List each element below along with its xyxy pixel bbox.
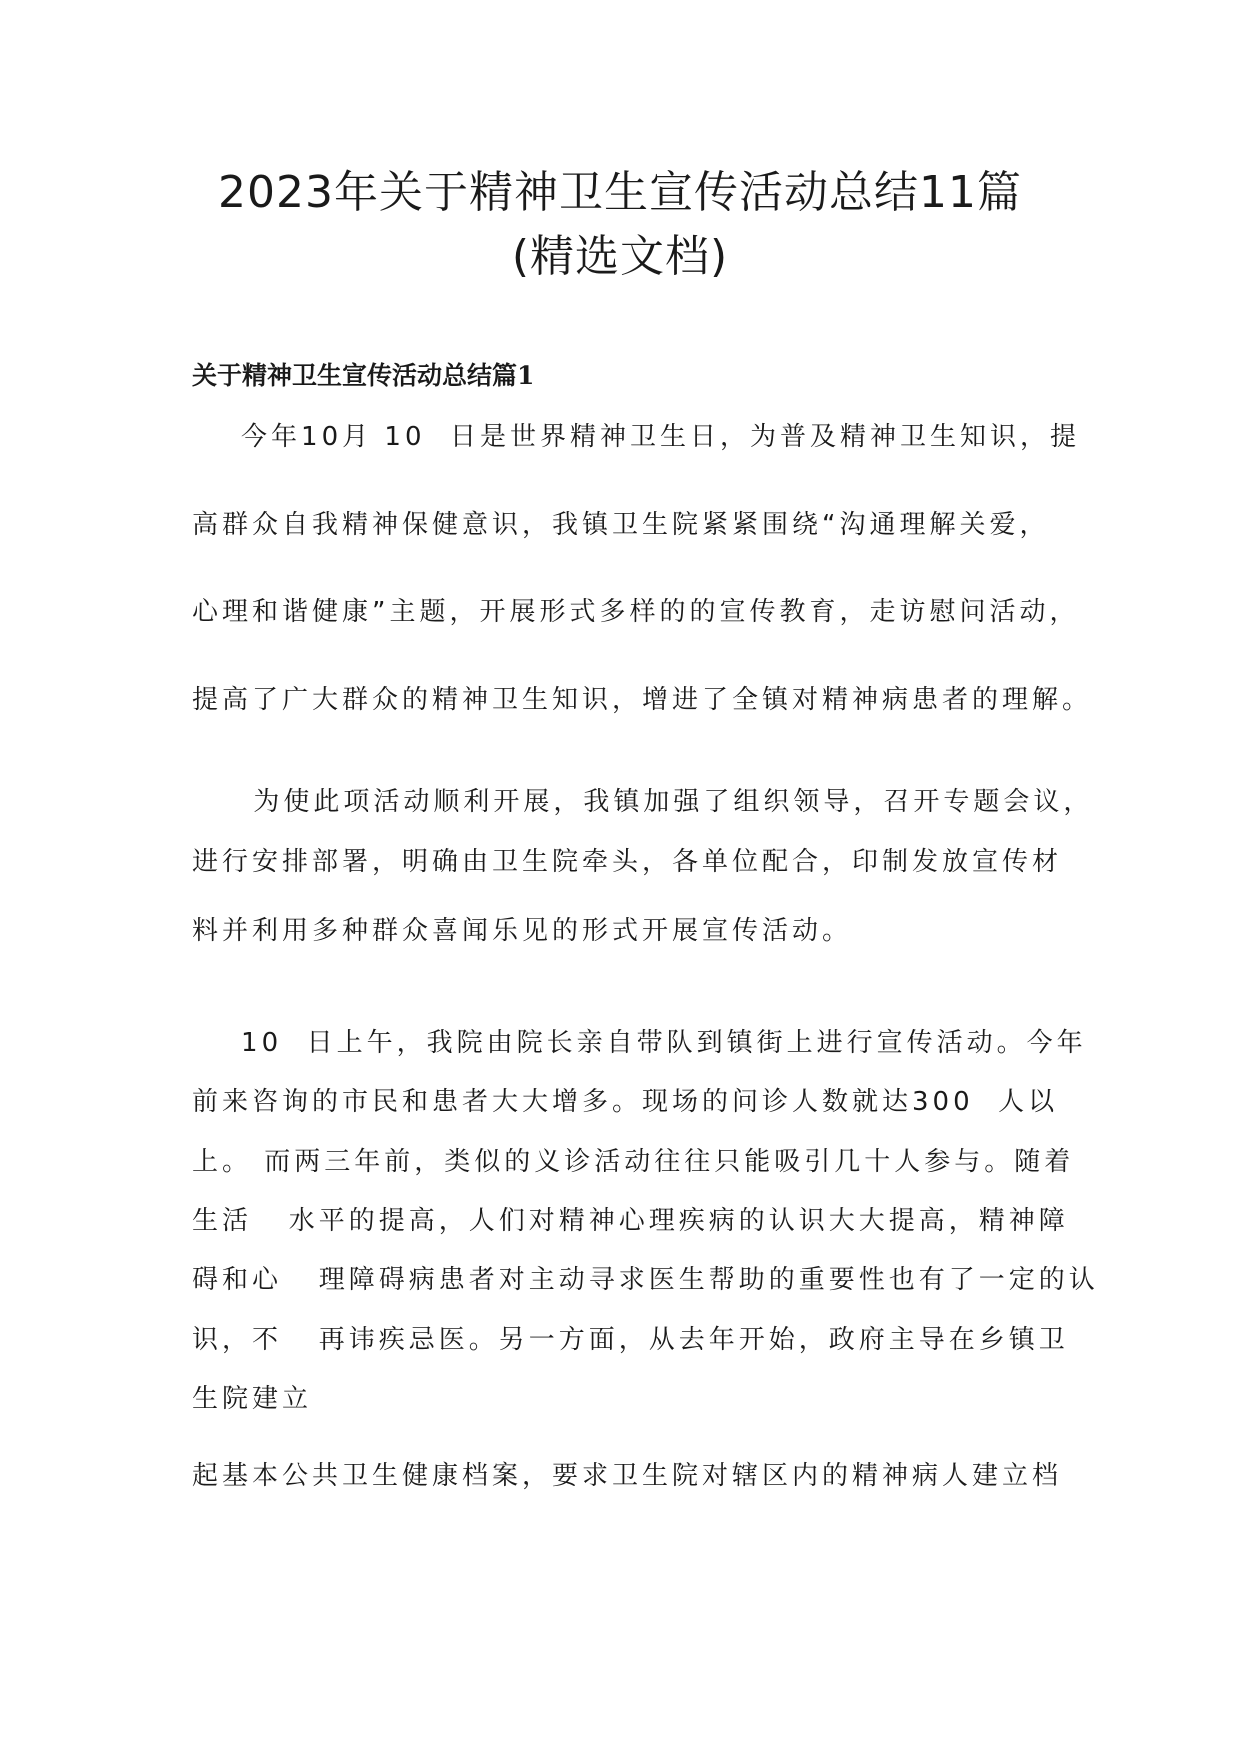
paragraph-line: 生院建立 <box>192 1384 313 1414</box>
paragraph-line: 起基本公共卫生健康档案，要求卫生院对辖区内的精神病人建立档 <box>192 1461 1063 1491</box>
document-title-line-2: (精选文档) <box>511 231 729 282</box>
paragraph-line: 为使此项活动顺利开展，我镇加强了组织领导，召开专题会议， <box>192 787 1094 817</box>
paragraph-line: 进行安排部署，明确由卫生院牵头，各单位配合，印制发放宣传材 <box>192 847 1063 877</box>
paragraph-line: 心理和谐健康”主题，开展形式多样的的宣传教育，走访慰问活动， <box>192 597 1080 627</box>
section-heading: 关于精神卫生宣传活动总结篇1 <box>192 361 535 390</box>
paragraph-line: 生活 水平的提高，人们对精神心理疾病的认识大大提高，精神障 <box>192 1206 1069 1236</box>
paragraph-line: 料并利用多种群众喜闻乐见的形式开展宣传活动。 <box>192 916 853 946</box>
paragraph-line: 碍和心 理障碍病患者对主动寻求医生帮助的重要性也有了一定的认 <box>192 1265 1099 1295</box>
paragraph-line: 前来咨询的市民和患者大大增多。现场的问诊人数就达300 人以 <box>192 1087 1059 1117</box>
paragraph-line: 上。 而两三年前，类似的义诊活动往往只能吸引几十人参与。随着 <box>192 1147 1075 1177</box>
paragraph-line: 10 日上午，我院由院长亲自带队到镇街上进行宣传活动。今年 <box>192 1028 1087 1058</box>
document-title-line-1: 2023年关于精神卫生宣传活动总结11篇 <box>218 167 1022 218</box>
paragraph-line: 高群众自我精神保健意识，我镇卫生院紧紧围绕“沟通理解关爱， <box>192 510 1050 540</box>
paragraph-line: 提高了广大群众的精神卫生知识，增进了全镇对精神病患者的理解。 <box>192 685 1093 715</box>
paragraph-line: 今年10月 10 日是世界精神卫生日，为普及精神卫生知识，提 <box>192 422 1081 452</box>
paragraph-line: 识，不 再讳疾忌医。另一方面，从去年开始，政府主导在乡镇卫 <box>192 1325 1069 1355</box>
